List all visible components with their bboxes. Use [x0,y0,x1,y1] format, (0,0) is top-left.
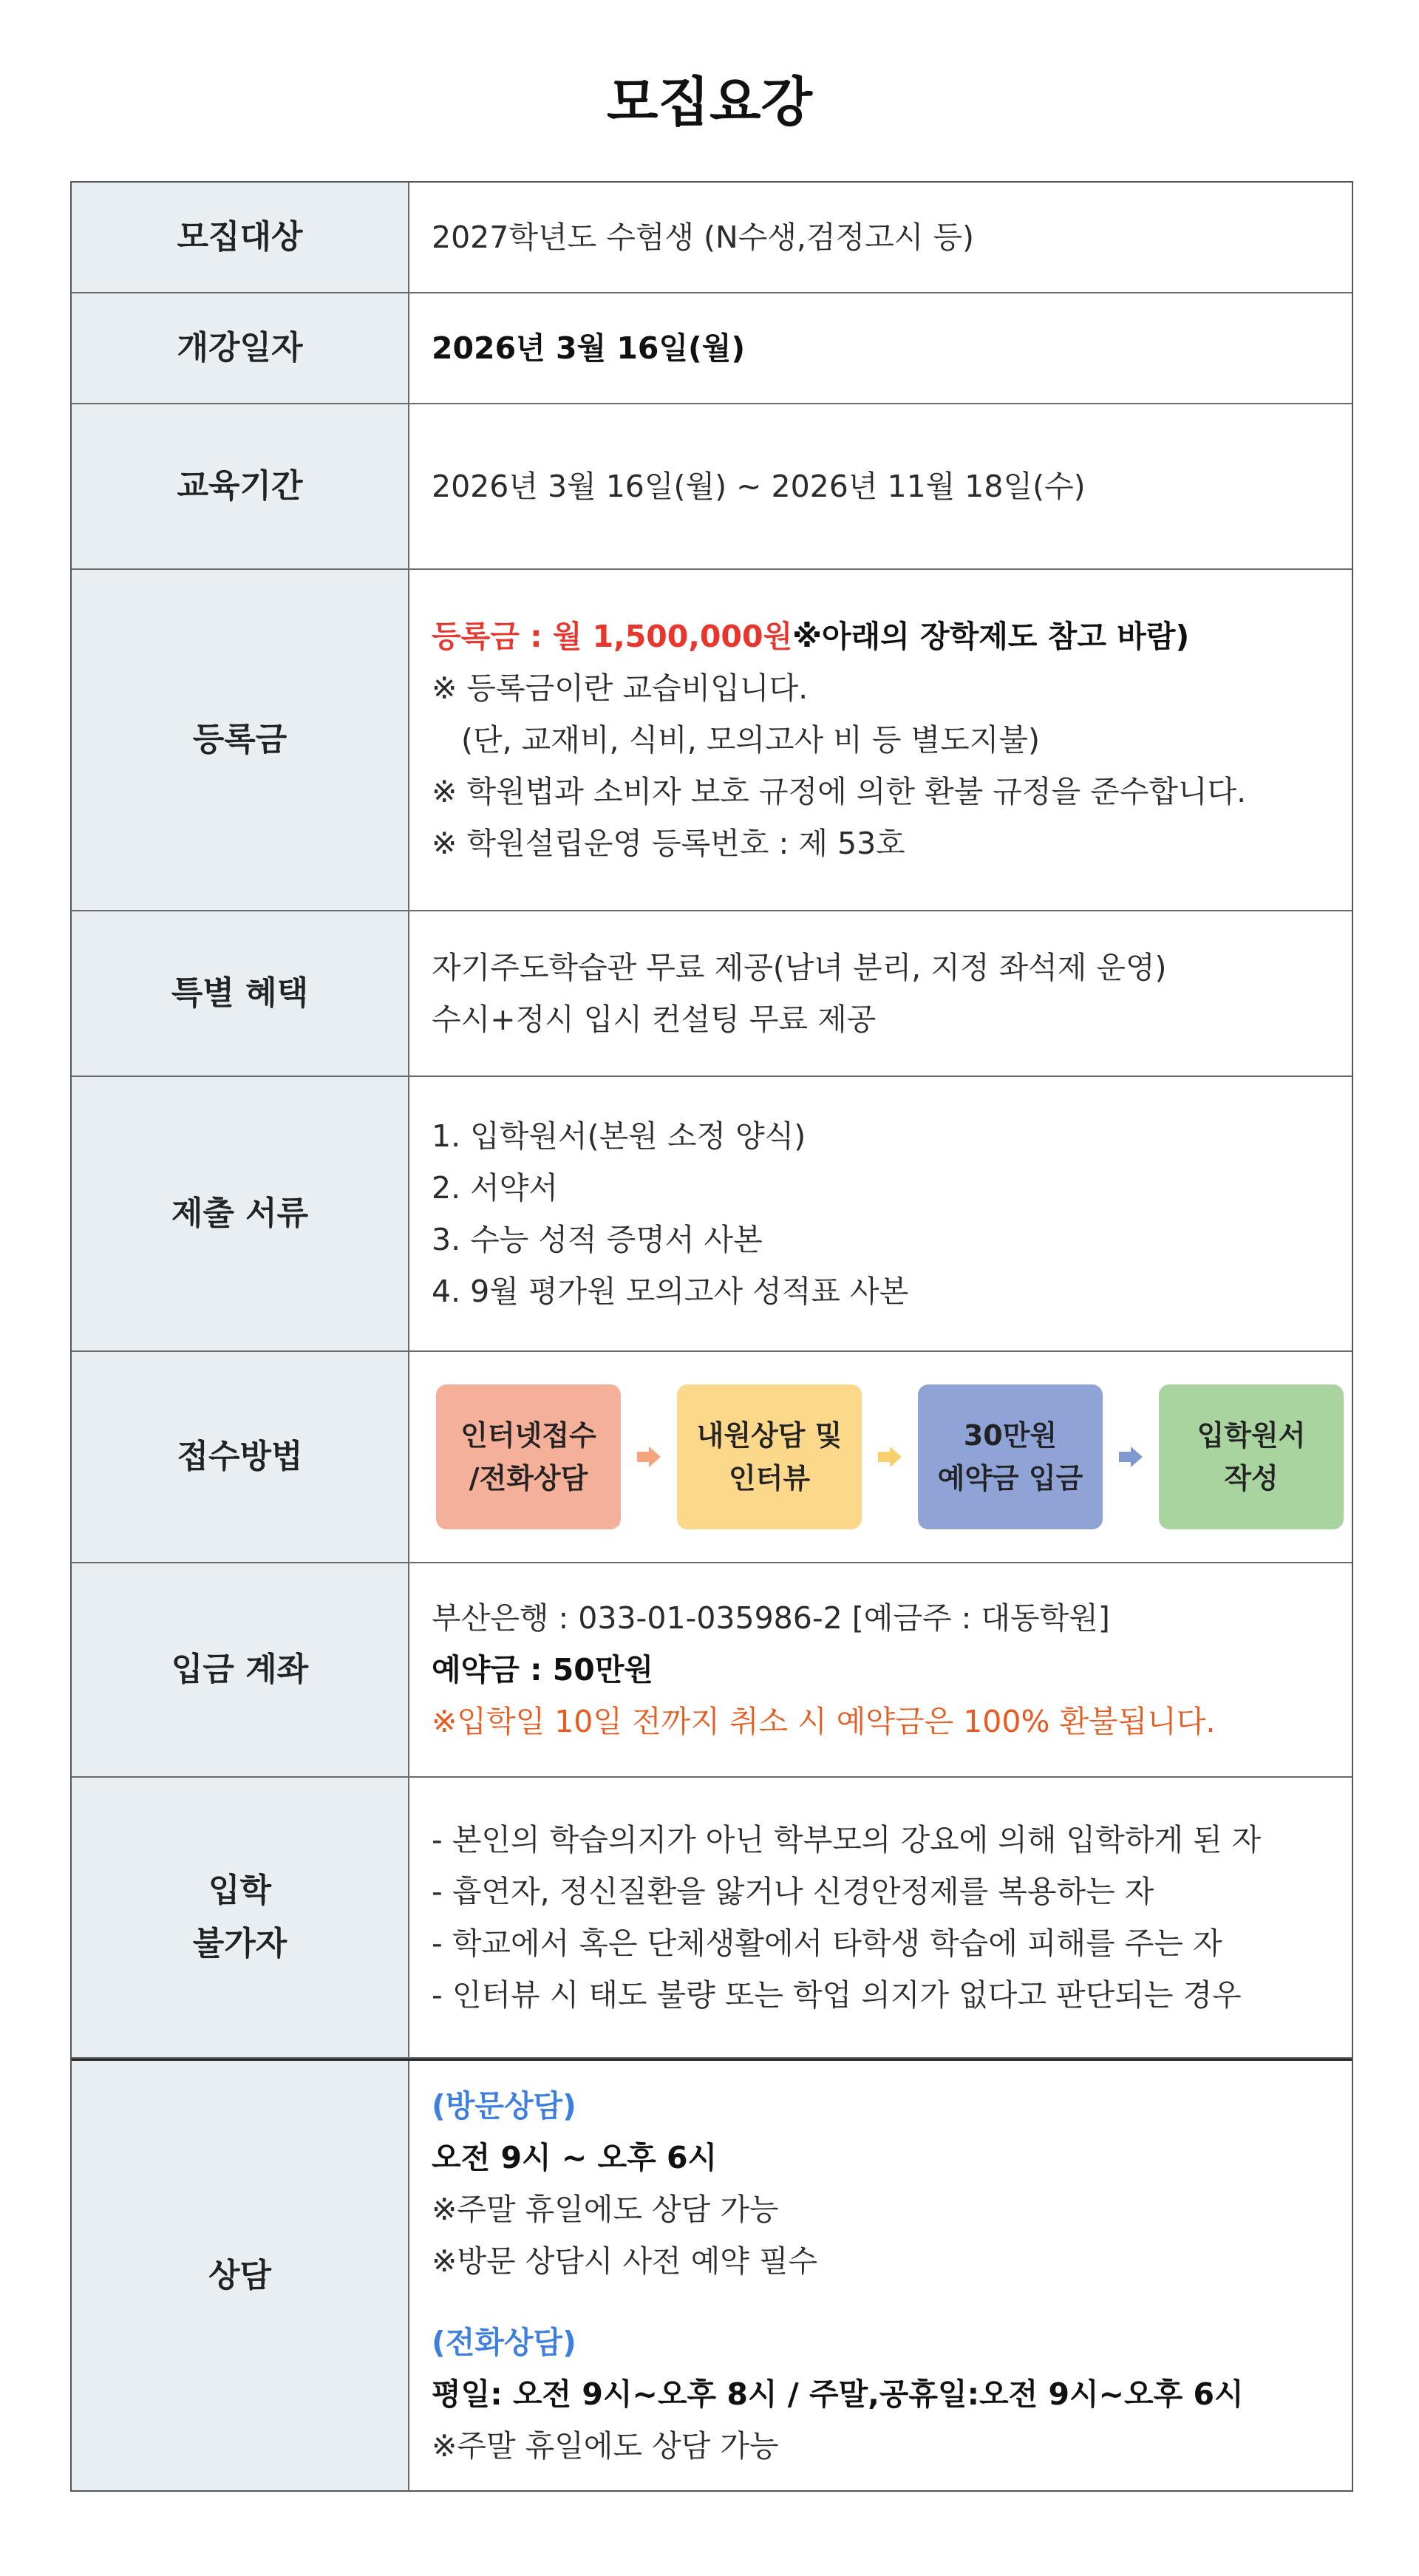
ineligible-item: - 본인의 학습의지가 아닌 학부모의 강요에 의해 입학하게 된 자 [432,1822,1262,1858]
process-steps [436,1384,1352,1529]
benefit-line: 자기주도학습관 무료 제공(남녀 분리, 지정 좌석제 운영) [432,950,1167,985]
row-value [409,2061,1352,2490]
row-label: 입금 계좌 [72,1563,409,1776]
step-label: 작성 [1224,1462,1279,1495]
visit-consult-title: (방문상담) [432,2087,576,2124]
step-box [436,1384,621,1529]
bank-account-text: 부산은행 : 033-01-035986-2 [예금주 : 대동학원] [432,1600,1110,1636]
fee-line: ※ 학원설립운영 등록번호 : 제 53호 [432,826,905,861]
period-text: 2026년 3월 16일(월) ~ 2026년 11월 18일(수) [432,469,1086,504]
arrow-right-icon [862,1442,918,1472]
fee-line: (단, 교재비, 식비, 모의고사 비 등 별도지불) [461,722,1040,758]
row-method [72,1352,1352,1563]
document-item: 1. 입학원서(본원 소정 양식) [432,1118,806,1154]
row-documents [72,1077,1352,1352]
row-consult [72,2059,1352,2490]
row-value [409,183,1352,292]
row-label: 제출 서류 [72,1077,409,1350]
ineligible-item: - 흡연자, 정신질환을 앓거나 신경안정제를 복용하는 자 [432,1874,1154,1909]
fee-line: ※ 학원법과 소비자 보호 규정에 의한 환불 규정을 준수합니다. [432,774,1247,809]
row-label: 상담 [72,2061,409,2490]
refund-notice: ※입학일 10일 전까지 취소 시 예약금은 100% 환불됩니다. [432,1704,1216,1739]
fee-highlight-line [432,611,1330,662]
row-value [409,404,1352,568]
fee-note: ※아래의 장학제도 참고 바람) [792,619,1190,654]
recruitment-table [70,181,1353,2492]
benefit-line: 수시+정시 입시 컨설팅 무료 제공 [432,1002,877,1037]
arrow-right-icon [1103,1442,1159,1472]
fee-amount: 등록금 : 월 1,500,000원 [432,619,793,654]
phone-consult-note: ※주말 휴일에도 상담 가능 [432,2427,779,2464]
document-item: 4. 9월 평가원 모의고사 성적표 사본 [432,1274,909,1309]
step-label: 인터넷접수 [460,1419,596,1452]
row-label: 특별 혜택 [72,911,409,1075]
row-label: 등록금 [72,570,409,910]
phone-consult-title: (전화상담) [432,2324,576,2360]
fee-line: ※ 등록금이란 교습비입니다. [432,670,809,706]
ineligible-item: - 학교에서 혹은 단체생활에서 타학생 학습에 피해를 주는 자 [432,1926,1222,1961]
row-value [409,1563,1352,1776]
step-box [918,1384,1103,1529]
row-label: 개강일자 [72,293,409,403]
row-label: 모집대상 [72,183,409,292]
target-text: 2027학년도 수험생 (N수생,검정고시 등) [432,220,975,255]
arrow-right-icon [621,1442,677,1472]
row-ineligible [72,1778,1352,2059]
row-benefit [72,911,1352,1077]
row-value [409,911,1352,1075]
row-fee [72,570,1352,911]
phone-consult-hours: 평일: 오전 9시~오후 8시 / 주말,공휴일:오전 9시~오후 6시 [432,2376,1244,2412]
row-value [409,1778,1352,2057]
step-box [1159,1384,1344,1529]
visit-consult-note: ※방문 상담시 사전 예약 필수 [432,2243,818,2279]
step-label: 입학원서 [1197,1419,1306,1452]
row-start-date [72,293,1352,404]
step-label: 인터뷰 [728,1462,811,1495]
row-period [72,404,1352,570]
row-label: 교육기간 [72,404,409,568]
row-label-line: 입학 [208,1872,271,1909]
ineligible-item: - 인터뷰 시 태도 불량 또는 학업 의지가 없다고 판단되는 경우 [432,1977,1242,2013]
row-label: 접수방법 [72,1352,409,1562]
row-account [72,1563,1352,1778]
document-item: 3. 수능 성적 증명서 사본 [432,1222,763,1257]
row-label [72,1778,409,2057]
visit-consult-hours: 오전 9시 ~ 오후 6시 [432,2139,718,2175]
row-value [409,1077,1352,1350]
step-box [677,1384,862,1529]
step-label: 예약금 입금 [937,1462,1083,1495]
step-label: 30만원 [963,1419,1058,1452]
row-value [409,293,1352,403]
deposit-amount: 예약금 : 50만원 [432,1652,654,1688]
document-item: 2. 서약서 [432,1170,558,1206]
row-value [409,570,1352,910]
start-date-text: 2026년 3월 16일(월) [432,330,746,366]
step-label: /전화상담 [469,1462,588,1495]
row-label-line: 불가자 [192,1925,287,1962]
step-label: 내원상담 및 [696,1419,843,1452]
visit-consult-note: ※주말 휴일에도 상담 가능 [432,2191,779,2227]
row-value [409,1352,1352,1562]
page-title: 모집요강 [606,71,813,133]
row-target [72,183,1352,293]
